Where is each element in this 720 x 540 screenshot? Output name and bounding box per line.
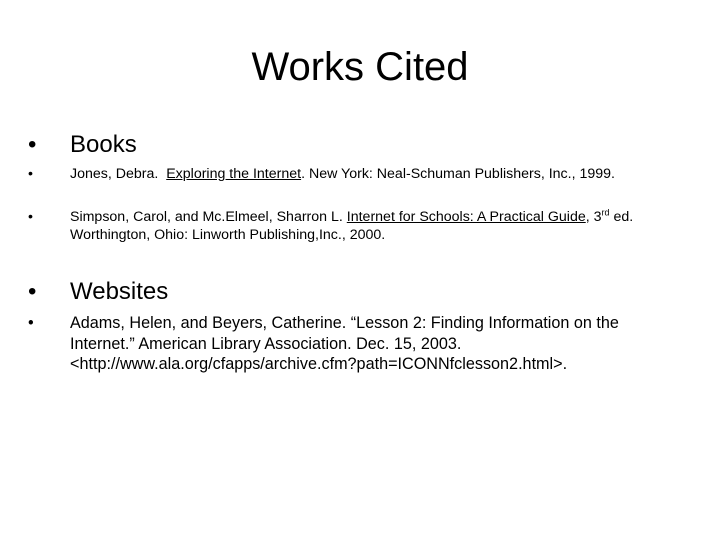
websites-heading: [28, 277, 678, 307]
citation-title: Internet for Schools: A Practical Guide: [346, 209, 586, 225]
bullet: •: [28, 131, 37, 158]
citation-text: [70, 165, 668, 183]
citation-punct: ,: [585, 209, 594, 225]
books-heading-label: Books: [70, 131, 137, 158]
bullet: •: [28, 314, 34, 332]
websites-heading-label: Websites: [70, 278, 169, 305]
citation-rest: ed. Worthington, Ohio: Linworth Publishing,Inc., 2000.: [70, 209, 634, 243]
citation-edition-num: 3: [593, 209, 602, 225]
citation-edition-sup: rd: [601, 207, 610, 218]
bullet: •: [28, 278, 37, 305]
books-heading: [28, 130, 678, 160]
page-title: Works Cited: [251, 45, 469, 89]
website-entry-1: [28, 313, 668, 375]
bullet: •: [28, 209, 33, 225]
citation-title: Exploring the Internet: [166, 166, 302, 182]
bullet: •: [28, 166, 33, 182]
book-entry-2: [28, 208, 668, 244]
citation-rest: . New York: Neal-Schuman Publishers, Inc., 1999.: [301, 166, 615, 182]
citation-text: [70, 208, 668, 244]
citation-author: Simpson, Carol, and Mc.Elmeel, Sharron L.: [70, 209, 347, 225]
citation-author: Jones, Debra.: [70, 166, 167, 182]
book-entry-1: [28, 165, 668, 183]
citation-text: Adams, Helen, and Beyers, Catherine. “Lesson 2: Finding Information on the Internet.” American Library Association. Dec. 15, 2003. <http://www.ala.org/cfapps/archive.cfm?path=ICONNfclesson2.html>.: [70, 314, 619, 373]
